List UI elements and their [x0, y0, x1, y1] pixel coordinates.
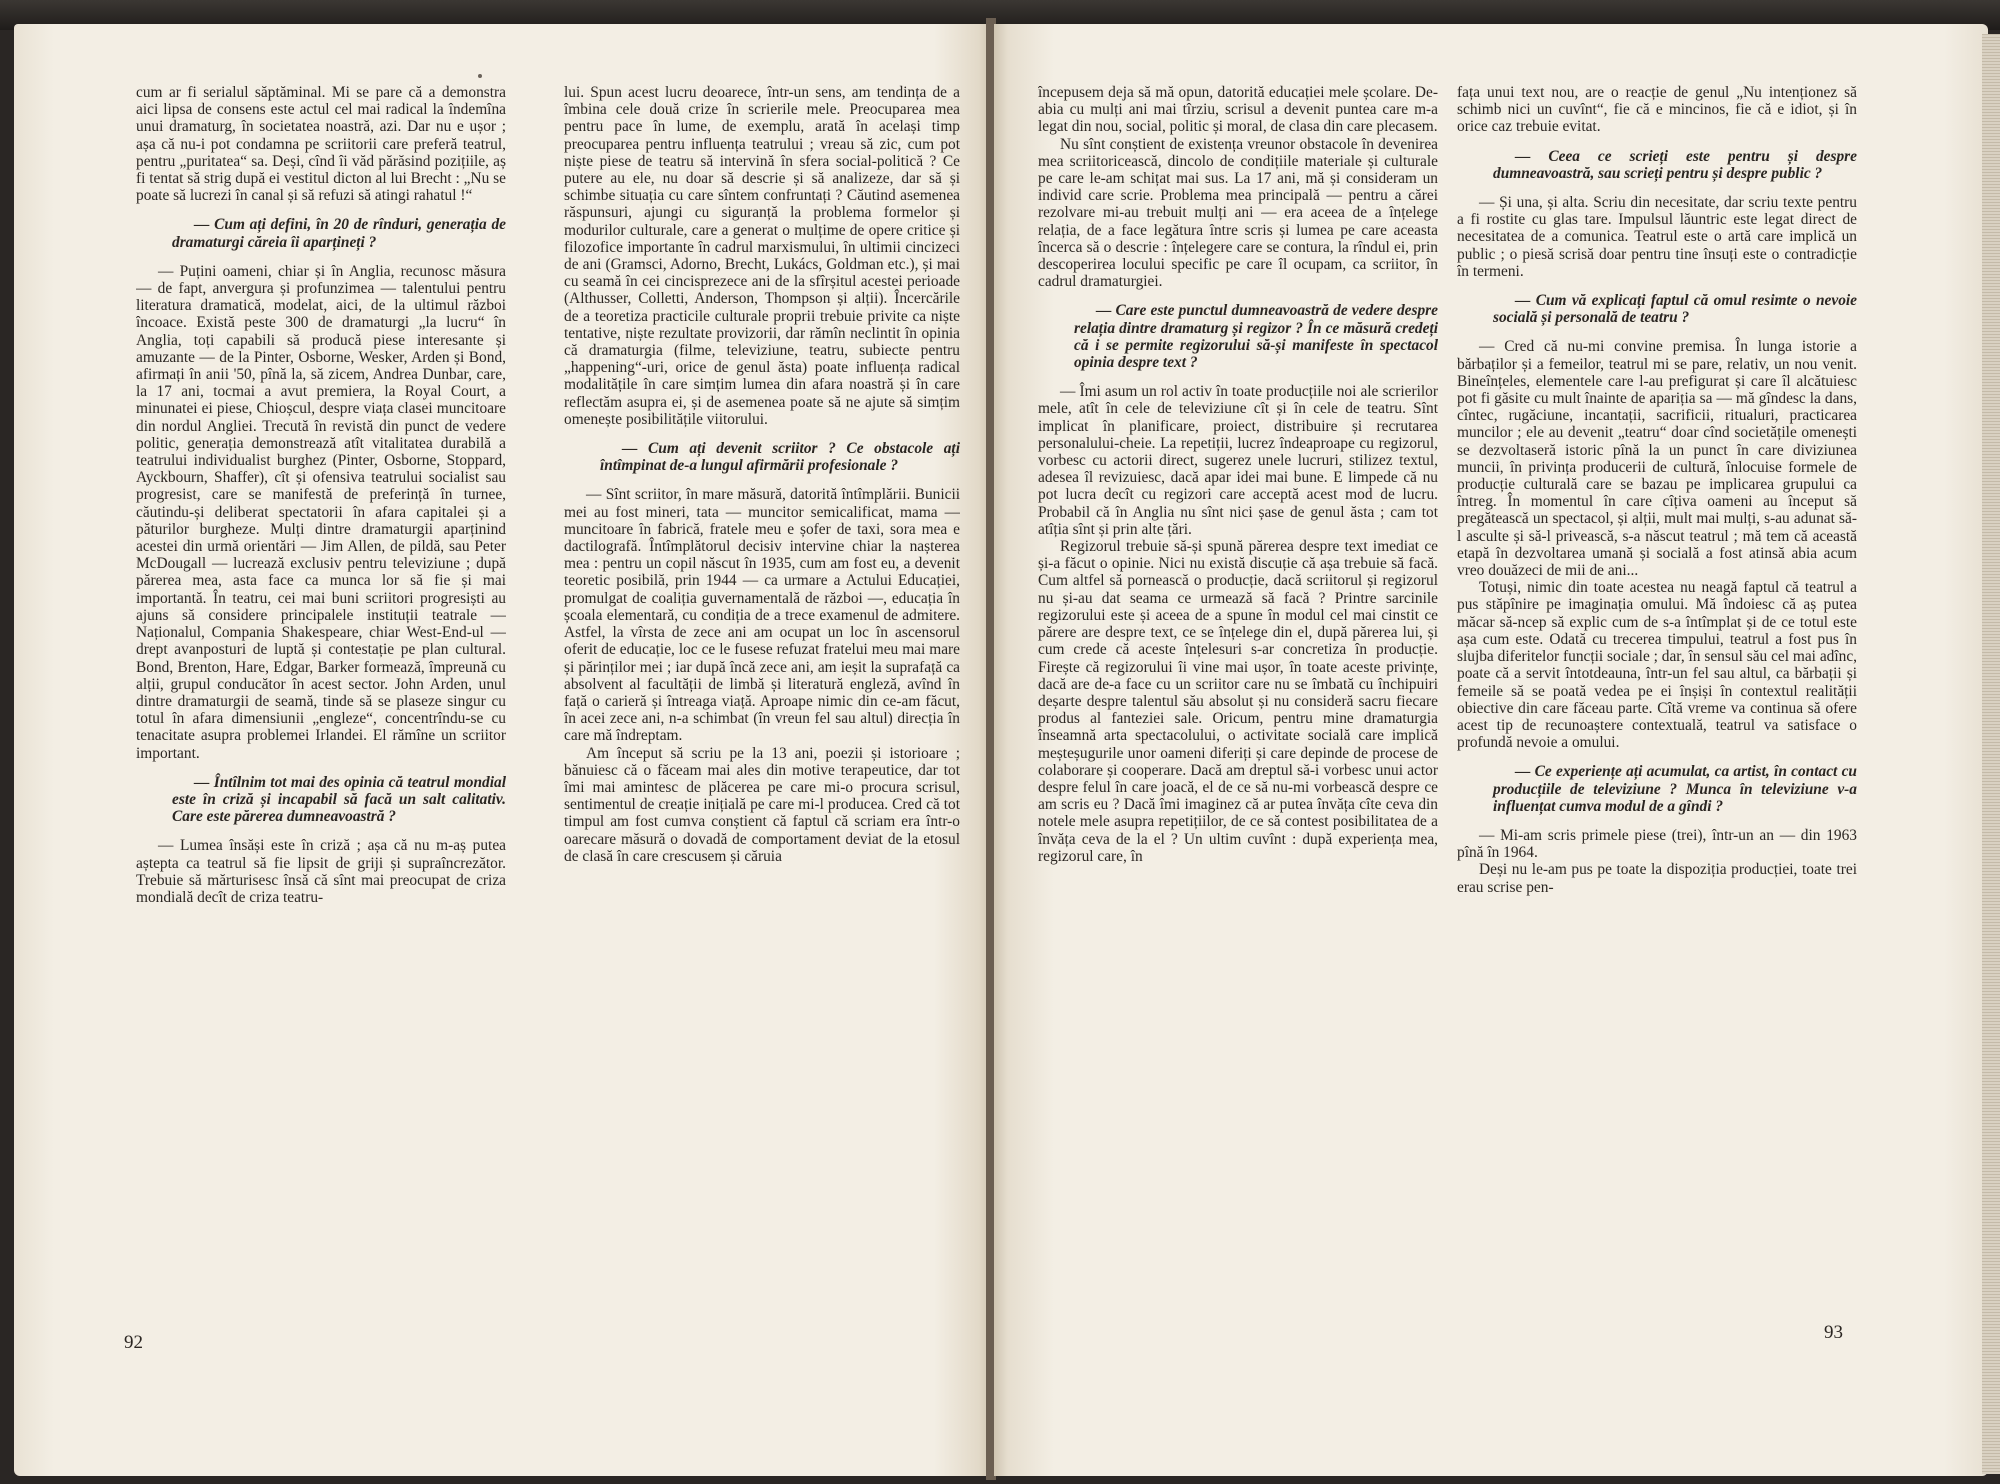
- paragraph: lui. Spun acest lucru deoarece, într-un sens, am tendința de a îmbina cele două crize în scrierile mele. Preocuparea mea pentru pace în lume, de exemplu, arată în același timp preocuparea pentru influența teatrului ; vreau să zic, cum pot niște piese de teatru să intervină în sfera social-politică ? Ce putere au ele, nu doar să descrie și să analizeze, dar să și schimbe situația cu care sîntem confruntați ? Căutind asemenea răspunsuri, ajungi cu siguranță la problema formelor și modurilor culturale, care a generat o mulțime de opere critice și filozofice importante în cadrul marxismului, în ultimii cincizeci de ani (Gramsci, Adorno, Brecht, Lukács, Goldman etc.), și mai cu seamă în cei cincisprezece ani de la sfîrșitul acestei perioade (Althusser, Colletti, Anderson, Thompson și alții). Încercările de a teoretiza practicile culturale proprii trebuie privite ca niște tentative, niște rezultate provizorii, dar rămîn neclintit în opinia că dramaturgia (filme, televiziune, teatru, subiecte pentru „happening“-uri, orice de genul ăsta) poate influența radical modalitățile în care simțim lumea din afara noastră și în care reflectăm asupra ei, și de asemenea poate să ne ajute să simțim omenește posibilitățile viitorului.: [564, 84, 960, 428]
- text-column-2: [564, 84, 960, 865]
- paragraph: Totuși, nimic din toate acestea nu neagă faptul că teatrul a pus stăpînire pe imaginația omului. Mă îndoiesc că aș putea măcar să-ncep să explic cum de s-a întîmplat și de ce totul este așa cum este. Odată cu trecerea timpului, teatrul a fost pus în slujba diferitelor funcții sociale ; dar, în sensul său cel mai adînc, poate că a servit întotdeauna, într-un fel sau altul, ca bărbații și femeile să se poată vedea pe ei înșiși în contextul realității obiective din care făceau parte. Cîtă vreme va continua să ofere acest tip de recunoaștere contextuală, teatrul va satisface o profundă nevoie a omului.: [1457, 579, 1857, 752]
- right-page: [994, 24, 1988, 1476]
- interview-question: — Cum ați devenit scriitor ? Ce obstacole ați întîmpinat de-a lungul afirmării profesionale ?: [600, 440, 960, 475]
- paragraph: începusem deja să mă opun, datorită educației mele școlare. De-abia cu mulți ani mai tîrziu, scrisul a devenit puntea care m-a legat din nou, social, politic și moral, de clasa din care plecasem.: [1038, 84, 1438, 136]
- text-column-1: [136, 84, 506, 906]
- paragraph: Am început să scriu pe la 13 ani, poezii și istorioare ; bănuiesc că o făceam mai ales din motive terapeutice, dar tot îmi mai amintesc de plăcerea pe care mi-o procura scrisul, sentimentul de creație inițială pe care mi-l producea. Cred că tot timpul am fost cumva conștient că faptul că scriam era într-o oarecare măsură o dovadă de comportament deviat de la etosul de clasă în care crescusem și căruia: [564, 744, 960, 865]
- paragraph: fața unui text nou, are o reacție de genul „Nu intenționez să schimb nici un cuvînt“, fie că e mincinos, fie că e idiot, și în orice caz trebuie evitat.: [1457, 84, 1857, 136]
- text-column-4: [1457, 84, 1857, 896]
- page-block-edge: [1982, 34, 2000, 1474]
- interview-question: — Ce experiențe ați acumulat, ca artist, în contact cu producțiile de televiziune ? Munca în televiziune v-a influențat cumva modul de a gîndi ?: [1493, 763, 1857, 815]
- interview-question: — Ceea ce scrieți este pentru și despre dumneavoastră, sau scrieți pentru și despre public ?: [1493, 147, 1857, 182]
- paragraph: — Lumea însăși este în criză ; așa că nu m-aș putea aștepta ca teatrul să fie lipsit de griji și supraîncrezător. Trebuie să mărturisesc însă că sînt mai preocupat de criza mondială decît de criza teatru-: [136, 837, 506, 906]
- ink-speck: [478, 74, 482, 78]
- interview-question: — Cum vă explicați faptul că omul resimte o nevoie socială și personală de teatru ?: [1493, 292, 1857, 327]
- paragraph: Regizorul trebuie să-și spună părerea despre text imediat ce și-a făcut o opinie. Nici nu există discuție că așa trebuie să facă. Cum altfel să pornească o producție, dacă scriitorul și regizorul nu și-au dat seama ce urmează să facă ? Printre sarcinile regizorului este și aceea de a spune în modul cel mai cinstit ce părere are despre text, ce se înțelege din el, după părerea lui, și cum crede că aceste înțelesuri s-ar concretiza în producție. Firește că regizorului îi vine mai ușor, în toate aceste privințe, dacă are de-a face cu un scriitor care nu se îmbată cu închipuiri deșarte despre talentul său absolut și nu consideră sacru fiecare produs al fanteziei sale. Oricum, pentru mine dramaturgia înseamnă arta spectacolului, o activitate socială care implică meșteșugurile unor oameni diferiți și care depinde de procese de colaborare și cooperare. Dacă am dreptul să-i vorbesc unui actor despre felul în care joacă, el de ce să nu-mi vorbească despre ce am scris eu ? Dacă îmi imaginez că ar putea învăța cîte ceva din notele mele asupra repetițiilor, de ce să contest posibilitatea de a învăța ceva de la el ? Un ultim cuvînt : după experiența mea, regizorul care, în: [1038, 538, 1438, 865]
- paragraph: — Mi-am scris primele piese (trei), într-un an — din 1963 pînă în 1964.: [1457, 826, 1857, 862]
- paragraph: — Puțini oameni, chiar și în Anglia, recunosc măsura — de fapt, anvergura și profunzimea — talentului pentru literatura dramatică, modelat, aici, de la ultimul război încoace. Există peste 300 de dramaturgi „la lucru“ în Anglia, toți capabili să producă piese interesante și amuzante — de la Pinter, Osborne, Wesker, Arden și Bond, afirmați în anii '50, pînă la, să zicem, Andrea Dunbar, care, la 17 ani, tocmai a avut premiera, la Royal Court, a minunatei ei piese, Chioșcul, despre viața clasei muncitoare din nordul Angliei. Trecută în revistă din punct de vedere politic, generația demonstrează atît vitalitatea durabilă a teatrului individualist burghez (Pinter, Osborne, Stoppard, Ayckbourn, Shaffer), cît și ofensiva teatrului socialist sau progresist, care se manifestă de preferință în turnee, căutindu-și deliberat spectatorii în afara capitalei și a păturilor burgheze. Mulți dintre dramaturgii aparținind acestei din urmă orientări — Jim Allen, de pildă, sau Peter McDougall — lucrează exclusiv pentru televiziune ; după părerea mea, asta face ca munca lor să fie și mai importantă. În teatru, cei mai buni scriitori progresiști au ajuns să considere principalele instituții teatrale — Naționalul, Compania Shakespeare, chiar West-End-ul — drept avanposturi de luptă și contestație pe plan cultural. Bond, Brenton, Hare, Edgar, Barker formează, împreună cu alții, grupul conducător în acest sector. John Arden, unul dintre dramaturgii de seamă, tinde să se plaseze singur cu totul în afara dimensiunii „engleze“, concentrîndu-se cu tenacitate asupra problemei Irlandei. El rămîne un scriitor important.: [136, 262, 506, 762]
- paragraph: — Sînt scriitor, în mare măsură, datorită întîmplării. Bunicii mei au fost mineri, tata — muncitor semicalificat, mama — muncitoare în fabrică, fratele meu e șofer de taxi, sora mea e dactilografă. Întîmplătorul decisiv intervine chiar la nașterea mea : pentru un copil născut în 1935, cum am fost eu, a devenit teoretic posibilă, prin 1944 — ca urmare a Actului Educației, promulgat de coaliția guvernamentală de război —, educația în școala elementară, cu condiția de a trece examenul de admitere. Astfel, la vîrsta de zece ani am ocupat un loc în ascensorul oferit de educație, loc ce le fusese refuzat fratelui meu mai mare și părinților mei ; iar după încă zece ani, am ieșit la suprafață ca absolvent al facultății de limbă și literatură engleză, avînd în față o carieră și întreaga viață. Aproape nimic din ce-am făcut, în acei zece ani, n-a schimbat (în vreun fel sau altul) direcția în care mă îndreptam.: [564, 486, 960, 745]
- paragraph: cum ar fi serialul săptăminal. Mi se pare că a demonstra aici lipsa de consens este actul cel mai radical la îndemîna unui dramaturg, în societatea noastră, azi. Dar nu e ușor ; așa că nu-i pot condamna pe scriitorii care preferă teatrul, pentru „puritatea“ sa. Deși, cînd îi văd părăsind pozițiile, aș fi tentat să strig după ei vestitul dicton al lui Brecht : „Nu se poate să lucrezi în canal și să refuzi să atingi rahatul !“: [136, 84, 506, 205]
- text-column-3: [1038, 84, 1438, 865]
- paragraph: — Îmi asum un rol activ în toate producțiile noi ale scrierilor mele, atît în cele de televiziune cît și în cele de teatru. Sînt implicat în planificare, proiect, distribuire și recrutarea personalului-cheie. La repetiții, lucrez îndeaproape cu regizorul, vorbesc cu actorii direct, sugerez unele lucruri, stilizez textul, adesea îl revizuiesc, dacă apar idei mai bune. E limpede că nu pot lucra decît cu regizori care acceptă acest mod de lucru. Probabil că în Anglia nu sînt nici șase de genul ăsta ; cam tot atîția sînt și prin alte țări.: [1038, 383, 1438, 538]
- interview-question: — Care este punctul dumneavoastră de vedere despre relația dintre dramaturg și regizor ? În ce măsură credeți că i se permite regizorului să-și manifeste în spectacol opinia despre text ?: [1074, 302, 1438, 372]
- left-page: [14, 24, 990, 1476]
- page-number-right: 93: [1824, 1322, 1843, 1343]
- interview-question: — Întîlnim tot mai des opinia că teatrul mondial este în criză și incapabil să facă un salt calitativ. Care este părerea dumneavoastră ?: [172, 773, 506, 826]
- paragraph: Nu sînt conștient de existența vreunor obstacole în devenirea mea scriitoricească, dincolo de condițiile materiale și culturale pe care le-am schițat mai sus. La 17 ani, mă și consideram un individ care scrie. Problema mea principală — pentru a cărei rezolvare mi-au trebuit mulți ani — era aceea de a înțelege relația, de a face legătura între scris și lumea pe care aceasta încerca să o descrie : înțelegere care se contura, la rîndul ei, prin descoperirea locului specific pe care îl ocupam, ca scriitor, în cadrul dramaturgiei.: [1038, 135, 1438, 291]
- interview-question: — Cum ați defini, în 20 de rînduri, generația de dramaturgi căreia îi aparțineți ?: [172, 216, 506, 251]
- paragraph: — Cred că nu-mi convine premisa. În lunga istorie a bărbaților și a femeilor, teatrul mi se pare, relativ, un nou venit. Bineînțeles, elementele care l-au prefigurat și care îl alcătuiesc pot fi găsite cu mult înainte de apariția sa — mă gîndesc la dans, cîntec, rugăciune, incantații, sacrificii, ritualuri, practicarea muncilor ; ele au devenit „teatru“ doar cînd societățile omenești se dezvoltaseră istoric pînă la un punct în care diviziunea muncii, în privința producerii de cultură, înlocuise formele de producție culturală care se bazau pe implicarea grupului ca întreg. În momentul în care cîțiva oameni au început să pregătească un spectacol, și alții, mult mai mulți, s-au adunat să-l asculte și să-l privească, s-a născut teatrul ; mă tem că această etapă în dezvoltarea umană și socială a fost atinsă abia acum vreo douăzeci de mii de ani...: [1457, 338, 1857, 580]
- page-number-left: 92: [124, 1332, 143, 1353]
- paragraph: — Și una, și alta. Scriu din necesitate, dar scriu texte pentru a fi rostite cu glas tare. Impulsul lăuntric este legat direct de necesitatea de a comunica. Teatrul este o artă care implică un public ; o piesă scrisă doar pentru tine însuți este o contradicție în termeni.: [1457, 194, 1857, 280]
- paragraph: Deși nu le-am pus pe toate la dispoziția producției, toate trei erau scrise pen-: [1457, 861, 1857, 896]
